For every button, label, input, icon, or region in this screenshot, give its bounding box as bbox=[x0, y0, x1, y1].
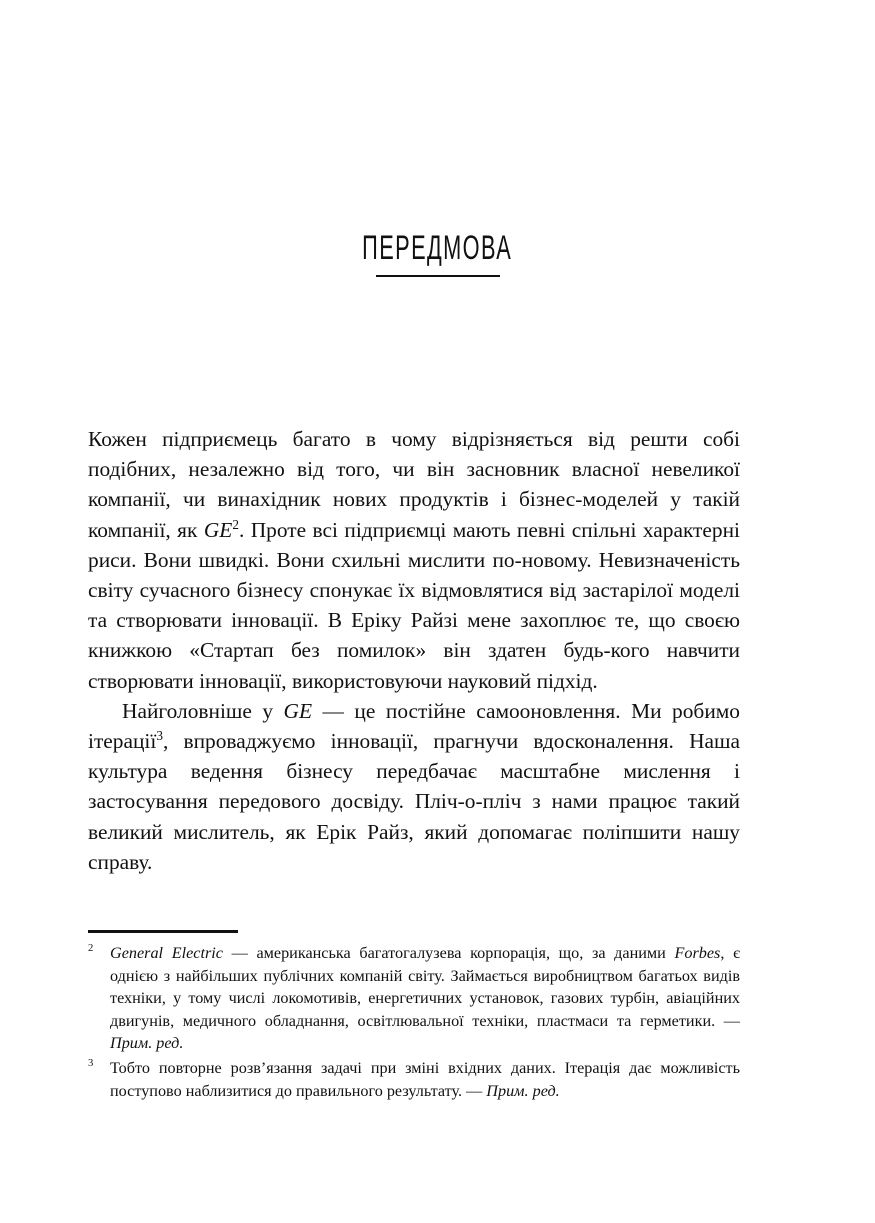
footnote-text bbox=[110, 1059, 740, 1100]
footnote-item bbox=[88, 942, 740, 1055]
text-run: , впроваджуємо інновації, прагнучи вдосконалення. Наша культура ведення бізнесу передбачає масштабне мислення і застосування передового досвіду. Пліч-о-пліч з нами працює такий великий мислитель, як Ерік Райз, який допомагає поліпшити нашу справу. bbox=[88, 729, 740, 874]
title-underline-rule bbox=[376, 275, 500, 277]
italic-text: Forbes bbox=[674, 944, 721, 962]
footnote-separator-rule bbox=[88, 930, 238, 933]
text-run: — американська багатогалузева корпорація, що, за даними bbox=[222, 944, 675, 962]
text-run: — це постійне самооновлення. Ми робимо ітерації bbox=[88, 698, 740, 754]
page-title: ПЕРЕДМОВА bbox=[362, 229, 513, 267]
text-run: Тобто повторне розв’язання задачі при зміні вхідних даних. Ітерація дає можливість поступово наблизитися до правильного результату. — bbox=[110, 1058, 740, 1100]
body-text bbox=[88, 424, 740, 877]
italic-text: Прим. ред. bbox=[486, 1081, 560, 1100]
footnote-reference[interactable]: 3 bbox=[156, 727, 163, 743]
footnote-item bbox=[88, 1057, 740, 1102]
footnote-marker: 3 bbox=[88, 1057, 94, 1069]
footnote-marker: 2 bbox=[88, 943, 94, 954]
text-run: Найголовніше у bbox=[122, 698, 284, 723]
body-paragraph bbox=[88, 424, 740, 696]
text-run: , є однією з найбільших публічних компаній світу. Займається виробництвом багатьох видів техніки, у тому числі локомотивів, енергетичних установок, газових турбін, авіаційних двигунів, медичного обладнання, освітлювальної техніки, пластмаси та герметики. — bbox=[110, 944, 741, 1030]
footnote-section bbox=[88, 930, 740, 1104]
footnote-reference[interactable]: 2 bbox=[232, 516, 239, 532]
chapter-title-block bbox=[0, 228, 875, 277]
body-paragraph bbox=[88, 696, 740, 877]
footnote-list bbox=[88, 942, 740, 1102]
text-run: Кожен підприємець багато в чому відрізняється від решти собі подібних, незалежно від того, чи він засновник власної невеликої компанії, чи винахідник нових продуктів і бізнес-моделей у такій компанії, як bbox=[88, 427, 740, 542]
italic-text: General Electric bbox=[110, 944, 223, 962]
italic-text: GE bbox=[203, 517, 233, 542]
footnote-text bbox=[110, 944, 740, 1052]
italic-text: GE bbox=[283, 698, 313, 723]
text-run: . Проте всі підприємці мають певні спільні характерні риси. Вони швидкі. Вони схильні мислити по-новому. Невизначеність світу сучасного бізнесу спонукає їх відмовлятися від застарілої моделі та створювати інновації. В Еріку Райзі мене захоплює те, що своєю книжкою «Стартап без помилок» він здатен будь-кого навчити створювати інновації, використовуючи науковий підхід. bbox=[88, 517, 740, 693]
italic-text: Прим. ред. bbox=[110, 1034, 184, 1053]
